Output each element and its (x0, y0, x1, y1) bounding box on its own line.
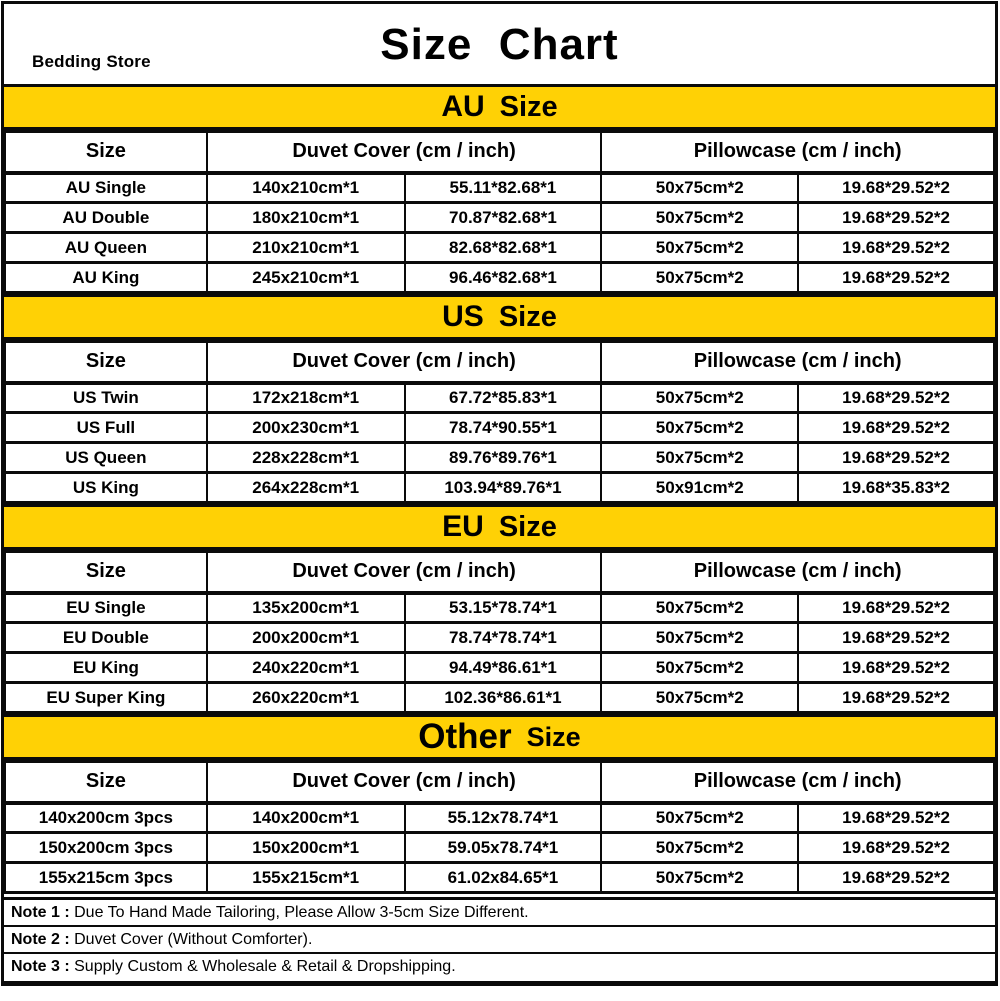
cell-pillow-inch: 19.68*29.52*2 (798, 833, 994, 863)
cell-duvet-cm: 200x230cm*1 (207, 413, 405, 443)
cell-size: AU Double (5, 203, 207, 233)
col-header-duvet: Duvet Cover (cm / inch) (207, 552, 602, 593)
cell-pillow-inch: 19.68*29.52*2 (798, 413, 994, 443)
other-size-table (4, 760, 995, 894)
cell-duvet-inch: 55.11*82.68*1 (405, 173, 602, 203)
cell-pillow-cm: 50x75cm*2 (601, 653, 798, 683)
col-header-size: Size (5, 552, 207, 593)
cell-pillow-inch: 19.68*29.52*2 (798, 803, 994, 833)
col-header-duvet: Duvet Cover (cm / inch) (207, 762, 602, 803)
cell-pillow-inch: 19.68*29.52*2 (798, 233, 994, 263)
section-band-au (4, 84, 995, 130)
eu-header-row (5, 552, 994, 593)
us-header-row (5, 342, 994, 383)
col-header-pillow: Pillowcase (cm / inch) (601, 762, 994, 803)
col-header-pillow: Pillowcase (cm / inch) (601, 132, 994, 173)
cell-pillow-cm: 50x75cm*2 (601, 593, 798, 623)
band-other-size-label: Size (526, 721, 581, 752)
table-row (5, 653, 994, 683)
cell-duvet-inch: 96.46*82.68*1 (405, 263, 602, 293)
table-row (5, 203, 994, 233)
col-header-pillow: Pillowcase (cm / inch) (601, 342, 994, 383)
col-header-duvet: Duvet Cover (cm / inch) (207, 132, 602, 173)
cell-duvet-cm: 172x218cm*1 (207, 383, 405, 413)
table-row (5, 383, 994, 413)
table-row (5, 473, 994, 503)
cell-pillow-cm: 50x75cm*2 (601, 383, 798, 413)
band-us-size-label: Size (498, 300, 557, 333)
cell-pillow-inch: 19.68*29.52*2 (798, 653, 994, 683)
page-title: Size Chart (380, 20, 619, 69)
notes-section (4, 897, 995, 981)
cell-size: US Full (5, 413, 207, 443)
note-row-3 (4, 954, 995, 981)
col-header-size: Size (5, 342, 207, 383)
cell-size: AU Queen (5, 233, 207, 263)
table-row (5, 593, 994, 623)
note-2-label: Note 2 : (11, 931, 70, 948)
table-row (5, 863, 994, 893)
cell-duvet-inch: 103.94*89.76*1 (405, 473, 602, 503)
note-3-text: Supply Custom & Wholesale & Retail & Dropshipping. (74, 958, 456, 975)
col-header-size: Size (5, 762, 207, 803)
col-header-pillow: Pillowcase (cm / inch) (601, 552, 994, 593)
col-header-duvet: Duvet Cover (cm / inch) (207, 342, 602, 383)
eu-size-table (4, 550, 995, 714)
note-1-label: Note 1 : (11, 904, 70, 921)
cell-pillow-inch: 19.68*29.52*2 (798, 623, 994, 653)
cell-size: EU King (5, 653, 207, 683)
cell-duvet-cm: 264x228cm*1 (207, 473, 405, 503)
cell-pillow-cm: 50x75cm*2 (601, 263, 798, 293)
cell-duvet-cm: 135x200cm*1 (207, 593, 405, 623)
cell-duvet-inch: 102.36*86.61*1 (405, 683, 602, 713)
cell-duvet-inch: 61.02x84.65*1 (405, 863, 602, 893)
section-band-other (4, 714, 995, 760)
cell-duvet-inch: 59.05x78.74*1 (405, 833, 602, 863)
cell-size: US King (5, 473, 207, 503)
note-row-1 (4, 900, 995, 927)
other-header-row (5, 762, 994, 803)
cell-pillow-inch: 19.68*29.52*2 (798, 683, 994, 713)
cell-duvet-inch: 53.15*78.74*1 (405, 593, 602, 623)
cell-size: 155x215cm 3pcs (5, 863, 207, 893)
cell-duvet-cm: 150x200cm*1 (207, 833, 405, 863)
cell-pillow-inch: 19.68*29.52*2 (798, 593, 994, 623)
cell-pillow-cm: 50x75cm*2 (601, 443, 798, 473)
cell-size: 140x200cm 3pcs (5, 803, 207, 833)
cell-duvet-cm: 200x200cm*1 (207, 623, 405, 653)
band-other-label: Other (418, 717, 512, 756)
section-band-us (4, 294, 995, 340)
note-row-2 (4, 927, 995, 954)
cell-pillow-inch: 19.68*29.52*2 (798, 203, 994, 233)
cell-pillow-inch: 19.68*29.52*2 (798, 173, 994, 203)
cell-pillow-cm: 50x75cm*2 (601, 863, 798, 893)
cell-duvet-inch: 70.87*82.68*1 (405, 203, 602, 233)
cell-duvet-inch: 94.49*86.61*1 (405, 653, 602, 683)
table-row (5, 413, 994, 443)
band-au-label: AU (441, 90, 485, 123)
cell-size: US Twin (5, 383, 207, 413)
cell-duvet-inch: 78.74*78.74*1 (405, 623, 602, 653)
section-band-eu (4, 504, 995, 550)
cell-pillow-cm: 50x75cm*2 (601, 803, 798, 833)
cell-duvet-cm: 140x200cm*1 (207, 803, 405, 833)
cell-pillow-inch: 19.68*29.52*2 (798, 263, 994, 293)
cell-pillow-inch: 19.68*29.52*2 (798, 863, 994, 893)
cell-duvet-cm: 155x215cm*1 (207, 863, 405, 893)
band-eu-label: EU (442, 510, 484, 543)
cell-duvet-cm: 228x228cm*1 (207, 443, 405, 473)
cell-duvet-inch: 82.68*82.68*1 (405, 233, 602, 263)
table-row (5, 803, 994, 833)
note-3-label: Note 3 : (11, 958, 70, 975)
cell-duvet-cm: 240x220cm*1 (207, 653, 405, 683)
cell-pillow-cm: 50x75cm*2 (601, 173, 798, 203)
cell-pillow-cm: 50x75cm*2 (601, 833, 798, 863)
cell-pillow-cm: 50x75cm*2 (601, 683, 798, 713)
cell-duvet-cm: 140x210cm*1 (207, 173, 405, 203)
table-row (5, 623, 994, 653)
band-us-label: US (442, 300, 484, 333)
cell-size: AU King (5, 263, 207, 293)
au-size-table (4, 130, 995, 294)
table-row (5, 833, 994, 863)
us-size-table (4, 340, 995, 504)
size-chart (1, 1, 998, 986)
au-header-row (5, 132, 994, 173)
cell-size: AU Single (5, 173, 207, 203)
note-2-text: Duvet Cover (Without Comforter). (74, 931, 313, 948)
note-1-text: Due To Hand Made Tailoring, Please Allow 3-5cm Size Different. (74, 904, 529, 921)
cell-pillow-inch: 19.68*35.83*2 (798, 473, 994, 503)
cell-size: EU Double (5, 623, 207, 653)
cell-duvet-cm: 260x220cm*1 (207, 683, 405, 713)
cell-duvet-inch: 89.76*89.76*1 (405, 443, 602, 473)
cell-pillow-inch: 19.68*29.52*2 (798, 443, 994, 473)
table-row (5, 233, 994, 263)
cell-pillow-cm: 50x75cm*2 (601, 203, 798, 233)
cell-duvet-cm: 245x210cm*1 (207, 263, 405, 293)
cell-pillow-cm: 50x75cm*2 (601, 233, 798, 263)
cell-duvet-inch: 78.74*90.55*1 (405, 413, 602, 443)
store-name: Bedding Store (32, 52, 151, 71)
cell-pillow-cm: 50x91cm*2 (601, 473, 798, 503)
cell-size: 150x200cm 3pcs (5, 833, 207, 863)
cell-pillow-cm: 50x75cm*2 (601, 623, 798, 653)
table-row (5, 173, 994, 203)
cell-duvet-inch: 67.72*85.83*1 (405, 383, 602, 413)
cell-pillow-inch: 19.68*29.52*2 (798, 383, 994, 413)
cell-pillow-cm: 50x75cm*2 (601, 413, 798, 443)
cell-duvet-cm: 180x210cm*1 (207, 203, 405, 233)
table-row (5, 683, 994, 713)
title-bar (4, 4, 995, 84)
cell-duvet-inch: 55.12x78.74*1 (405, 803, 602, 833)
col-header-size: Size (5, 132, 207, 173)
cell-size: EU Super King (5, 683, 207, 713)
band-eu-size-label: Size (498, 510, 557, 543)
table-row (5, 443, 994, 473)
cell-size: US Queen (5, 443, 207, 473)
table-row (5, 263, 994, 293)
cell-duvet-cm: 210x210cm*1 (207, 233, 405, 263)
cell-size: EU Single (5, 593, 207, 623)
band-au-size-label: Size (499, 90, 558, 123)
